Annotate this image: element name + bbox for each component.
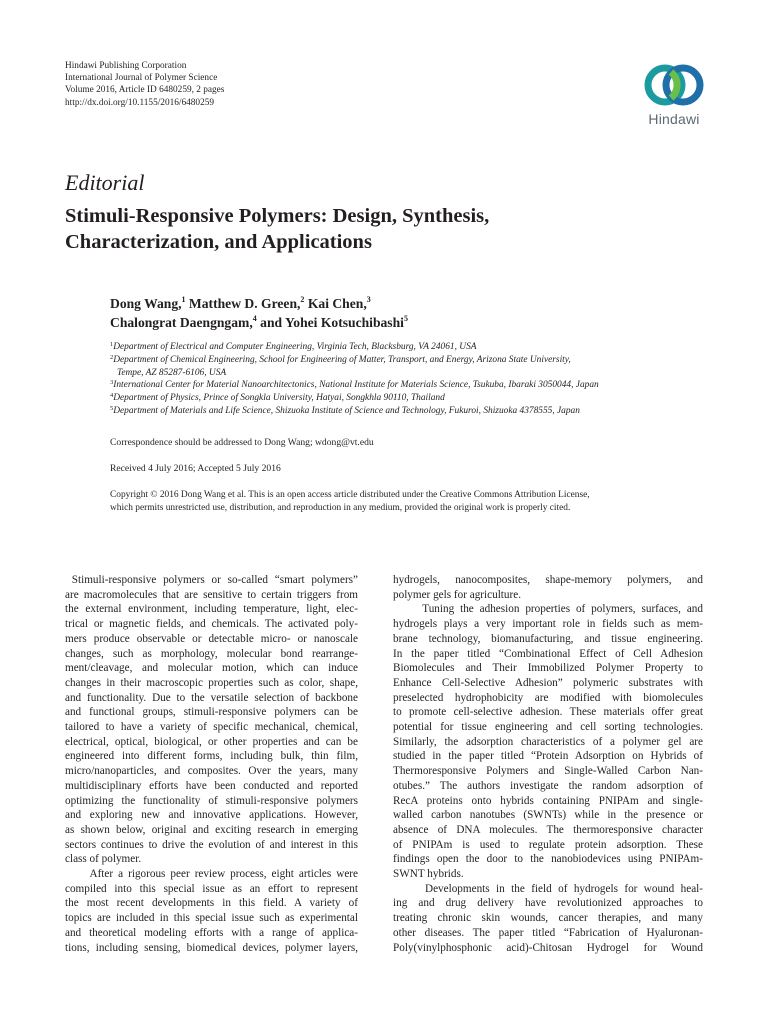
body-text-line: the external environment, including temperature, light, elec- [65,603,358,616]
article-title [65,203,705,255]
hindawi-logo-text: Hindawi [648,111,700,127]
affiliation-sup: 4 [110,392,114,400]
affiliation-sup: 5 [110,404,114,412]
body-text-line: class of polymer. [65,853,142,866]
body-text-line: optimizing the functionality of stimuli-responsive polymers [65,794,358,807]
affiliation-2-cont: Tempe, AZ 85287-6106, USA [117,367,227,378]
hindawi-logo[interactable] [636,62,712,132]
body-text-line: ing and drug delivery have revolutionized approaches to [393,897,703,910]
body-text-line: Stimuli-responsive polymers or so-called “smart polymers” [65,574,358,586]
author-affil-sup: 2 [300,295,305,304]
body-text-line: compiled into this special issue as an effort to represent [65,882,358,895]
body-column-right [393,573,703,955]
affiliation-list [110,341,710,418]
body-text-line: changes, such as morphology, molecular bond rearrange- [65,647,358,660]
body-text-line: trical or magnetic fields, and chemicals. The activated poly- [65,618,358,631]
author-affil-sup: 5 [403,314,408,323]
body-text-line: otubes.” The authors investigate the random adsorption of [393,779,703,792]
body-text-line: preselected hydrophobicity are modified with biomolecules [393,691,703,704]
body-text-line: the most recent developments in this field. A variety of [65,897,358,910]
body-text-line: absence of DNA molecules. The thermoresponsive character [393,823,703,836]
body-text-line: tions, including sensing, biomedical devices, polymer layers, [65,941,358,954]
body-text-line: topics are included in this special issue such as experimental [65,912,358,925]
body-text-line: ment/cleavage, and molecular motion, which can induce [65,662,358,675]
affiliation-2 [110,354,710,367]
affiliation-text: International Center for Material Nanoarchitectonics, National Institute for Materials Science, Tsukuba, Ibaraki 3050044, Japan [113,380,599,391]
body-text-line: RecA proteins onto hybrids containing PNIPAm and single- [393,794,703,807]
publisher: Hindawi Publishing Corporation [65,61,187,71]
affiliation-sup: 3 [110,379,114,387]
affiliation-text: Department of Physics, Prince of Songkla University, Hatyai, Songkhla 90110, Thailand [113,393,445,404]
body-text-line: as shown below, original and exciting research in emerging [65,823,358,836]
body-text-line: changes in their macroscopic properties such as color, shape, [65,676,358,689]
author-affil-sup: 3 [366,295,371,304]
body-text-line: Enhance Cell-Selective Adhesion” polymeric substrates with [393,676,703,689]
body-text-line: tailored to have a variety of specific mechanical, chemical, [65,721,358,734]
body-text-line: SWNT hybrids. [393,868,464,881]
body-text-line: In the paper titled “Combinational Effect of Cell Adhesion [393,647,703,660]
body-text-line: polymer gels for agriculture. [393,588,521,601]
body-text-line: Developments in the field of hydrogels for wound heal- [393,882,703,895]
body-text-line: and exploring new and innovative applications. However, [65,809,358,822]
hindawi-rings-icon [641,62,707,108]
author-name: Kai Chen, [304,296,367,311]
received-dates: Received 4 July 2016; Accepted 5 July 2016 [110,463,281,474]
volume-line: Volume 2016, Article ID 6480259, 2 pages [65,85,225,96]
title-line: Characterization, and Applications [65,231,372,253]
body-text-line: Similarly, the adsorption characteristics of a polymer gel are [393,735,703,748]
copyright-notice [110,489,710,515]
correspondence: Correspondence should be addressed to Dong Wang; wdong@vt.edu [110,437,374,448]
author-line [110,313,408,332]
body-text-line: hydrogels, nanocomposites, shape-memory polymers, and [393,574,703,586]
author-name: Dong Wang, [110,296,182,311]
author-affil-sup: 1 [181,295,186,304]
body-text-line: and functionality. Due to the versatile selection of backbone [65,691,358,704]
affiliation-text: Department of Chemical Engineering, School for Engineering of Matter, Transport, and Energy, Arizona State University, [113,354,571,365]
body-text-line: Biomolecules and Their Immobilized Polymer Property to [393,662,703,675]
affiliation-sup: 1 [110,341,114,348]
body-text-line: treating chronic skin wounds, cancer therapies, and many [393,912,703,925]
author-line [110,294,408,313]
affiliation-3 [110,379,710,392]
body-text-line: to promote cell-selective adhesion. These materials offer great [393,706,703,719]
body-text-line: potential for tissue engineering and cell sorting technologies. [393,721,703,734]
body-column-left [65,573,358,955]
body-text-line: brane technology, biomanufacturing, and tissue engineering. [393,632,703,645]
title-line: Stimuli-Responsive Polymers: Design, Synthesis, [65,205,490,227]
body-text-line: and theoretical modeling efforts with a range of applica- [65,926,358,939]
body-text-line: sectors continues to drive the evolution of and interest in this [65,838,358,851]
body-text-line: walled carbon nanotubes (SWNTs) while in the presence or [393,809,703,822]
body-text-line: are macromolecules that are sensitive to certain triggers from [65,588,358,601]
copyright-line: which permits unrestricted use, distribution, and reproduction in any medium, provided the original work is properly cited. [110,503,571,513]
author-affil-sup: 4 [252,314,257,323]
body-text-line: of PNIPAm is used to regulate protein adsorption. These [393,838,703,851]
body-text-line: Thermoresponsive Polymers and Single-Walled Carbon Nan- [393,765,703,778]
journal-info [65,60,224,109]
article-type: Editorial [65,170,145,195]
author-list [110,294,408,332]
body-text-line: findings open the door to the nanobiodevices using PNIPAm- [393,853,703,866]
body-text-line: electrical, optical, biological, or other properties and can be [65,735,358,748]
affiliation-text: Department of Materials and Life Science, Shizuoka Institute of Science and Technology, Fukuroi, Shizuoka 4378555, Japan [113,405,580,416]
body-text-line: studied in the paper titled “Protein Adsorption on Hybrids of [393,750,703,763]
body-text-line: After a rigorous peer review process, eight articles were [65,868,358,881]
body-text-line: multidisciplinary efforts have been conducted and reported [65,779,358,792]
affiliation-1 [110,341,710,354]
body-text-line: micro/nanoparticles, and composites. Over the years, many [65,765,358,778]
body-text-line: engineered into different forms, including bulk, thin film, [65,750,358,763]
body-text-line: Poly(vinylphosphonic acid)-Chitosan Hydrogel for Wound [393,941,703,954]
journal-name: International Journal of Polymer Science [65,73,218,84]
affiliation-5 [110,405,710,418]
doi-link[interactable]: http://dx.doi.org/10.1155/2016/6480259 [65,97,215,108]
author-name: and Yohei Kotsuchibashi [256,315,404,330]
body-text-line: Tuning the adhesion properties of polymers, surfaces, and [393,603,703,616]
body-text-line: and functional groups, stimuli-responsive polymers can be [65,706,358,719]
author-name: Chalongrat Daengngam, [110,315,253,330]
body-text-line: other diseases. The paper titled “Fabrication of Hyaluronan- [393,926,703,939]
author-name: Matthew D. Green, [185,296,301,311]
affiliation-text: Department of Electrical and Computer Engineering, Virginia Tech, Blacksburg, VA 24061, USA [113,342,477,352]
body-text-line: mers produce observable or detectable micro- or nanoscale [65,632,358,645]
affiliation-4 [110,392,710,405]
affiliation-sup: 2 [110,353,114,361]
copyright-line: Copyright © 2016 Dong Wang et al. This is an open access article distributed under the Creative Commons Attribution License, [110,490,590,500]
body-text-line: hydrogels plays a very important role in fields such as mem- [393,618,703,631]
